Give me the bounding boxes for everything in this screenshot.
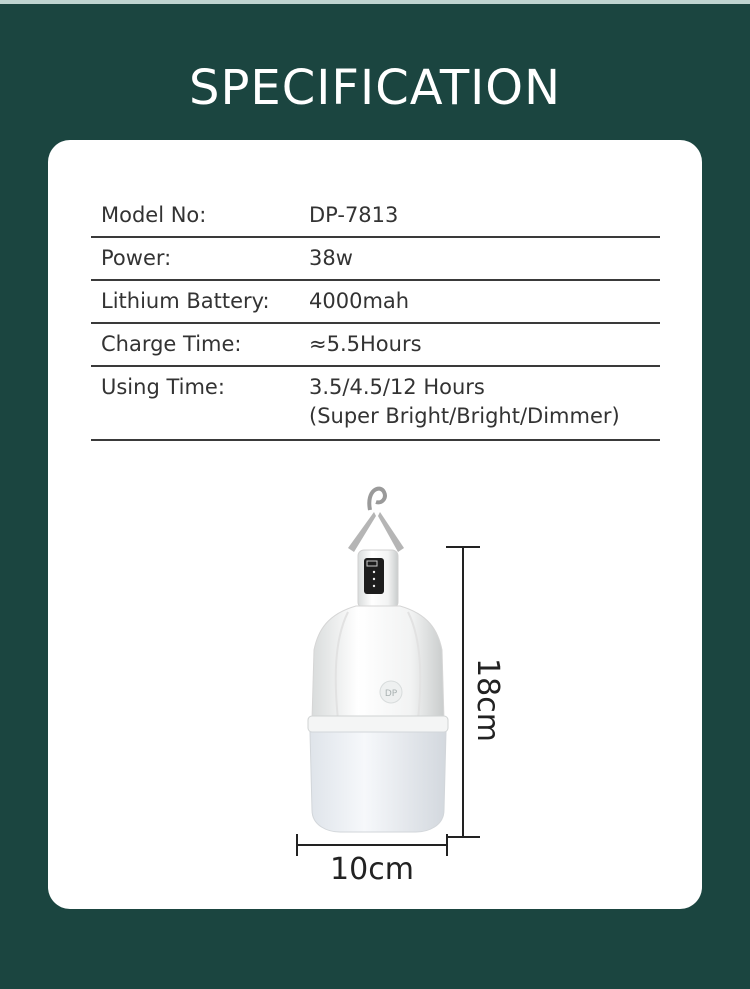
- spec-value: DP-7813: [309, 203, 399, 227]
- top-accent-line: [0, 0, 750, 4]
- hook-icon: [369, 489, 385, 510]
- spec-label: Lithium Battery:: [101, 289, 270, 313]
- spec-value: 38w: [309, 246, 353, 270]
- spec-row-model: [91, 195, 660, 238]
- spec-label: Power:: [101, 246, 172, 270]
- brand-logo: DP: [384, 689, 398, 699]
- lamp-bulb-image: [288, 480, 468, 840]
- width-dimension-label: 10cm: [330, 852, 414, 887]
- spec-value: ≈5.5Hours: [309, 332, 422, 356]
- spec-table: [91, 195, 660, 441]
- height-dimension-label: 18cm: [470, 658, 505, 742]
- spec-value: [309, 373, 660, 431]
- spec-card: [48, 140, 702, 909]
- page-title: SPECIFICATION: [189, 60, 561, 116]
- spec-row-power: [91, 238, 660, 281]
- spec-row-charge-time: [91, 324, 660, 367]
- spec-value: 4000mah: [309, 289, 410, 313]
- spec-row-battery: [91, 281, 660, 324]
- spec-label: Charge Time:: [101, 332, 242, 356]
- spec-label: Model No:: [101, 203, 207, 227]
- spec-row-using-time: [91, 367, 660, 441]
- spec-value-line1: 3.5/4.5/12 Hours: [309, 375, 485, 399]
- spec-value-line2: (Super Bright/Bright/Dimmer): [309, 404, 620, 428]
- spec-label: Using Time:: [101, 375, 225, 399]
